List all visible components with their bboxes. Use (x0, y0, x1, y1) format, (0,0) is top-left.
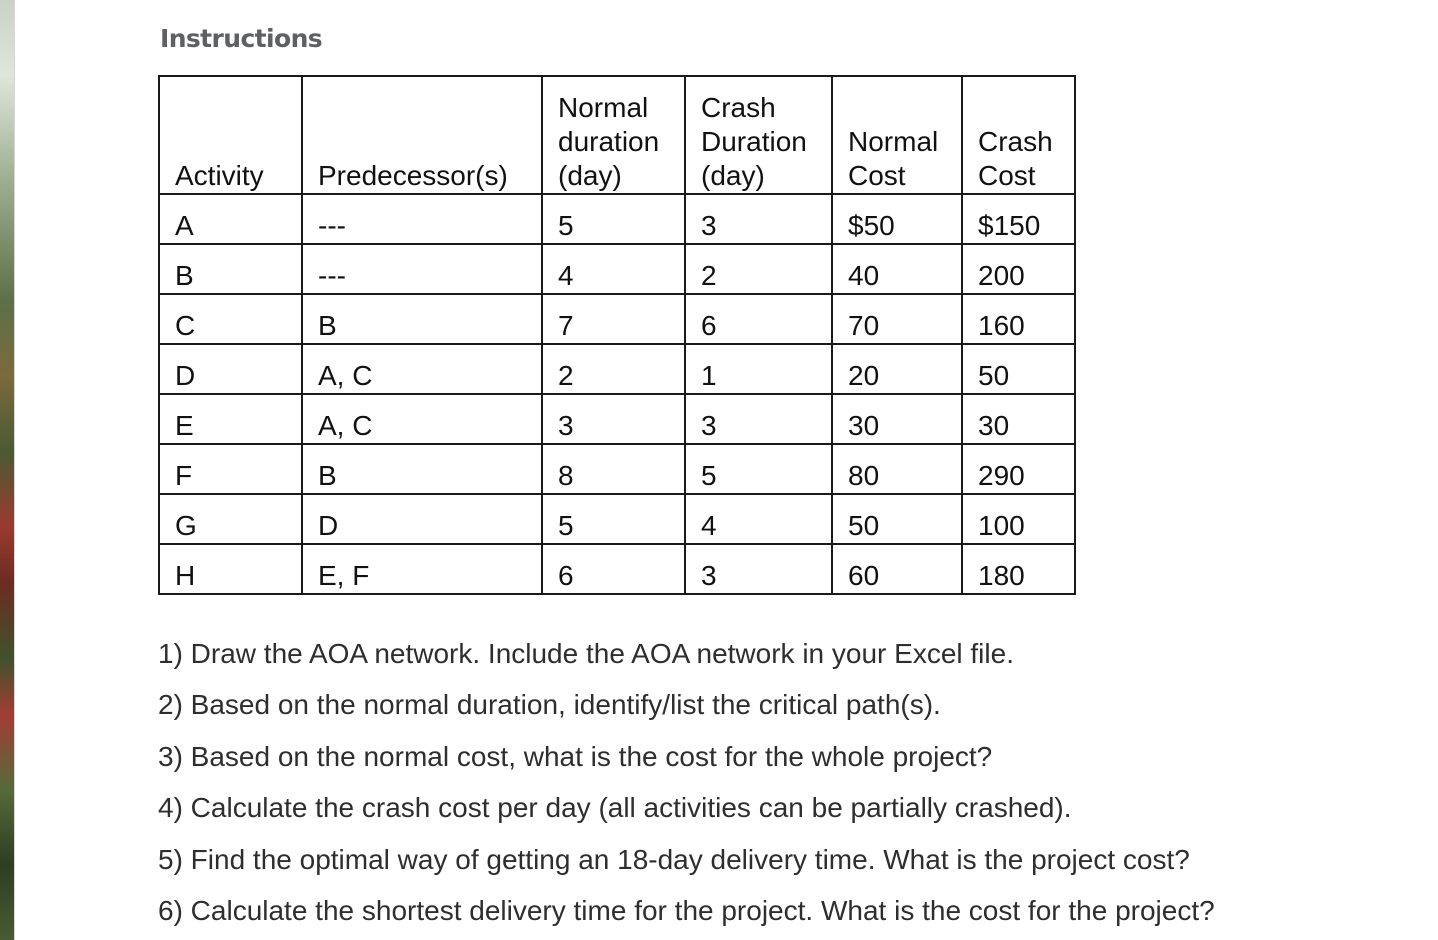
cell-crash-duration: 1 (685, 344, 832, 394)
cell-normal-duration: 2 (542, 344, 685, 394)
cell-normal-duration: 3 (542, 394, 685, 444)
cell-predecessors: E, F (302, 544, 542, 594)
cell-activity: D (159, 344, 302, 394)
table-row (159, 294, 1075, 344)
cell-crash-cost: 180 (962, 544, 1075, 594)
table-row (159, 444, 1075, 494)
list-item: 2) Based on the normal duration, identify/list the critical path(s). (158, 689, 941, 721)
cell-crash-duration: 3 (685, 194, 832, 244)
cell-crash-cost: 50 (962, 344, 1075, 394)
cell-activity: A (159, 194, 302, 244)
cell-normal-duration: 6 (542, 544, 685, 594)
list-item: 5) Find the optimal way of getting an 18-day delivery time. What is the project cost? (158, 843, 1190, 875)
table-row (159, 344, 1075, 394)
list-item: 6) Calculate the shortest delivery time for the project. What is the cost for the project? (158, 894, 1215, 926)
cell-crash-cost: 290 (962, 444, 1075, 494)
cell-normal-cost: 40 (832, 244, 962, 294)
list-item: 3) Based on the normal cost, what is the cost for the whole project? (158, 740, 993, 772)
header-normal-cost: Normal Cost (832, 76, 962, 194)
cell-crash-duration: 3 (685, 394, 832, 444)
header-predecessors: Predecessor(s) (302, 76, 542, 194)
table-row (159, 194, 1075, 244)
page-title: Instructions (160, 24, 323, 53)
cell-crash-duration: 2 (685, 244, 832, 294)
cell-normal-duration: 8 (542, 444, 685, 494)
cell-activity: F (159, 444, 302, 494)
cell-predecessors: B (302, 294, 542, 344)
activity-table (158, 75, 1076, 595)
cell-predecessors: B (302, 444, 542, 494)
header-normal-duration: Normal duration (day) (542, 76, 685, 194)
cell-predecessors: A, C (302, 344, 542, 394)
cell-crash-cost: $150 (962, 194, 1075, 244)
cell-crash-cost: 200 (962, 244, 1075, 294)
header-crash-cost: Crash Cost (962, 76, 1075, 194)
cell-activity: H (159, 544, 302, 594)
cell-crash-cost: 100 (962, 494, 1075, 544)
cell-normal-cost: 50 (832, 494, 962, 544)
list-item: 1) Draw the AOA network. Include the AOA network in your Excel file. (158, 638, 1014, 669)
cell-crash-cost: 30 (962, 394, 1075, 444)
table-row (159, 494, 1075, 544)
cell-crash-cost: 160 (962, 294, 1075, 344)
cell-activity: C (159, 294, 302, 344)
table-row (159, 244, 1075, 294)
cell-predecessors: D (302, 494, 542, 544)
cell-crash-duration: 4 (685, 494, 832, 544)
cell-predecessors: --- (302, 194, 542, 244)
table-header-row (159, 76, 1075, 194)
cell-predecessors: --- (302, 244, 542, 294)
cell-crash-duration: 6 (685, 294, 832, 344)
question-list (158, 633, 1215, 940)
cell-normal-duration: 5 (542, 494, 685, 544)
background-image-strip (0, 0, 15, 940)
cell-normal-duration: 7 (542, 294, 685, 344)
table-row (159, 394, 1075, 444)
header-activity: Activity (159, 76, 302, 194)
cell-normal-duration: 5 (542, 194, 685, 244)
table-row (159, 544, 1075, 594)
cell-activity: B (159, 244, 302, 294)
cell-activity: G (159, 494, 302, 544)
list-item: 4) Calculate the crash cost per day (all activities can be partially crashed). (158, 792, 1072, 824)
cell-normal-cost: 60 (832, 544, 962, 594)
cell-normal-cost: 30 (832, 394, 962, 444)
cell-normal-cost: 80 (832, 444, 962, 494)
cell-normal-cost: 70 (832, 294, 962, 344)
cell-predecessors: A, C (302, 394, 542, 444)
cell-crash-duration: 3 (685, 544, 832, 594)
cell-normal-duration: 4 (542, 244, 685, 294)
cell-crash-duration: 5 (685, 444, 832, 494)
cell-normal-cost: 20 (832, 344, 962, 394)
cell-normal-cost: $50 (832, 194, 962, 244)
cell-activity: E (159, 394, 302, 444)
header-crash-duration: Crash Duration (day) (685, 76, 832, 194)
